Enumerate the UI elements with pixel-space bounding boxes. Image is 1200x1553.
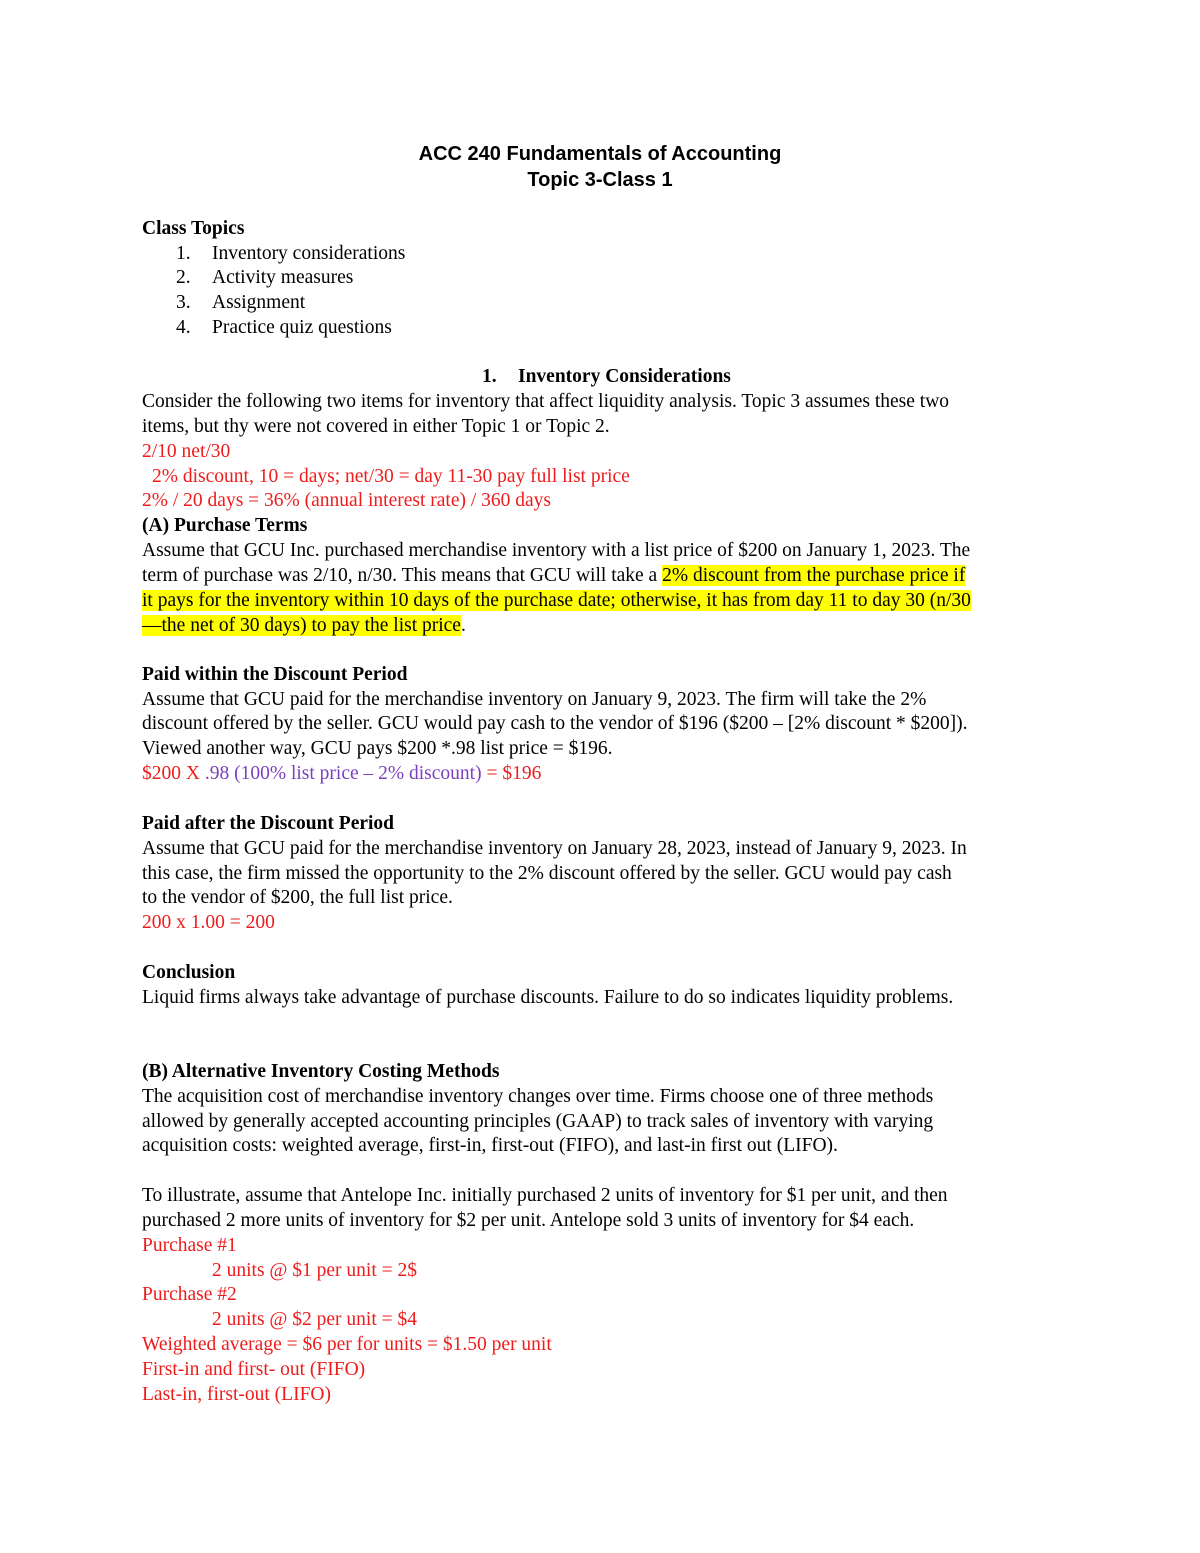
purchase-terms-line (142, 589, 971, 613)
paid-after-line: to the vendor of $200, the full list price. (142, 887, 453, 908)
paid-after-heading: Paid after the Discount Period (142, 813, 395, 834)
section-1-intro-line: items, but thy were not covered in either Topic 1 or Topic 2. (142, 416, 610, 437)
terms-note: 2% discount, 10 = days; net/30 = day 11-30 pay full list price (152, 466, 630, 487)
costing-line: The acquisition cost of merchandise inventory changes over time. Firms choose one of three methods (142, 1086, 934, 1107)
purchase-terms-line: —the net of 30 days) to pay the list price. (142, 615, 466, 636)
purchase-2-label: Purchase #2 (142, 1284, 237, 1305)
purchase-terms-line: Assume that GCU Inc. purchased merchandise inventory with a list price of $200 on January 1, 2023. The (142, 540, 971, 561)
purchase-2-detail: 2 units @ $2 per unit = $4 (212, 1309, 417, 1330)
highlighted-text: —the net of 30 days) to pay the list price (142, 615, 461, 636)
paid-after-calculation: 200 x 1.00 = 200 (142, 912, 275, 933)
purchase-terms-heading: (A) Purchase Terms (142, 515, 308, 536)
conclusion-text: Liquid firms always take advantage of purchase discounts. Failure to do so indicates liquidity problems. (142, 987, 954, 1008)
list-item: 2. Activity measures (176, 267, 354, 288)
document-subtitle: Topic 3-Class 1 (527, 169, 673, 191)
document-title: ACC 240 Fundamentals of Accounting (418, 143, 782, 165)
illustration-line: To illustrate, assume that Antelope Inc. initially purchased 2 units of inventory for $1 per unit, and then (142, 1185, 948, 1206)
lifo-line: Last-in, first-out (LIFO) (142, 1384, 332, 1405)
costing-line: acquisition costs: weighted average, first-in, first-out (FIFO), and last-in first out (LIFO). (142, 1135, 838, 1156)
list-item: 4. Practice quiz questions (176, 317, 392, 338)
purchase-1-detail: 2 units @ $1 per unit = 2$ (212, 1260, 417, 1281)
list-item: 1. Inventory considerations (176, 243, 406, 264)
list-item: 3. Assignment (176, 292, 306, 313)
purchase-1-label: Purchase #1 (142, 1235, 237, 1256)
paid-after-line: this case, the firm missed the opportunity to the 2% discount offered by the seller. GCU would pay cash (142, 863, 952, 884)
illustration-line: purchased 2 more units of inventory for $2 per unit. Antelope sold 3 units of inventory for $4 each. (142, 1210, 915, 1231)
terms-note: 2% / 20 days = 36% (annual interest rate) / 360 days (142, 490, 552, 511)
paid-within-line: Assume that GCU paid for the merchandise inventory on January 9, 2023. The firm will take the 2% (142, 689, 927, 710)
class-topics-heading: Class Topics (142, 218, 245, 239)
paid-within-line: discount offered by the seller. GCU would pay cash to the vendor of $196 ($200 – [2% discount * $200]). (142, 713, 968, 734)
weighted-average-line: Weighted average = $6 per for units = $1.50 per unit (142, 1334, 552, 1355)
conclusion-heading: Conclusion (142, 962, 236, 983)
terms-note: 2/10 net/30 (142, 441, 231, 462)
costing-line: allowed by generally accepted accounting principles (GAAP) to track sales of inventory with varying (142, 1111, 934, 1132)
paid-within-heading: Paid within the Discount Period (142, 664, 408, 685)
costing-heading: (B) Alternative Inventory Costing Methods (142, 1061, 500, 1082)
highlighted-text: it pays for the inventory within 10 days of the purchase date; otherwise, it has from day 11 to day 30 (n/30 (142, 590, 971, 611)
fifo-line: First-in and first- out (FIFO) (142, 1359, 366, 1380)
paid-after-line: Assume that GCU paid for the merchandise inventory on January 28, 2023, instead of January 9, 2023. In (142, 838, 967, 859)
paid-within-line: Viewed another way, GCU pays $200 *.98 list price = $196. (142, 738, 613, 759)
section-1-heading: 1. Inventory Considerations (482, 366, 731, 387)
section-1-intro-line: Consider the following two items for inventory that affect liquidity analysis. Topic 3 assumes these two (142, 391, 950, 412)
paid-within-calculation: $200 X .98 (100% list price – 2% discount) = $196 (142, 763, 542, 784)
purchase-terms-line: term of purchase was 2/10, n/30. This means that GCU will take a 2% discount from the purchase price if (142, 565, 966, 586)
highlighted-text: 2% discount from the purchase price if (662, 565, 966, 586)
